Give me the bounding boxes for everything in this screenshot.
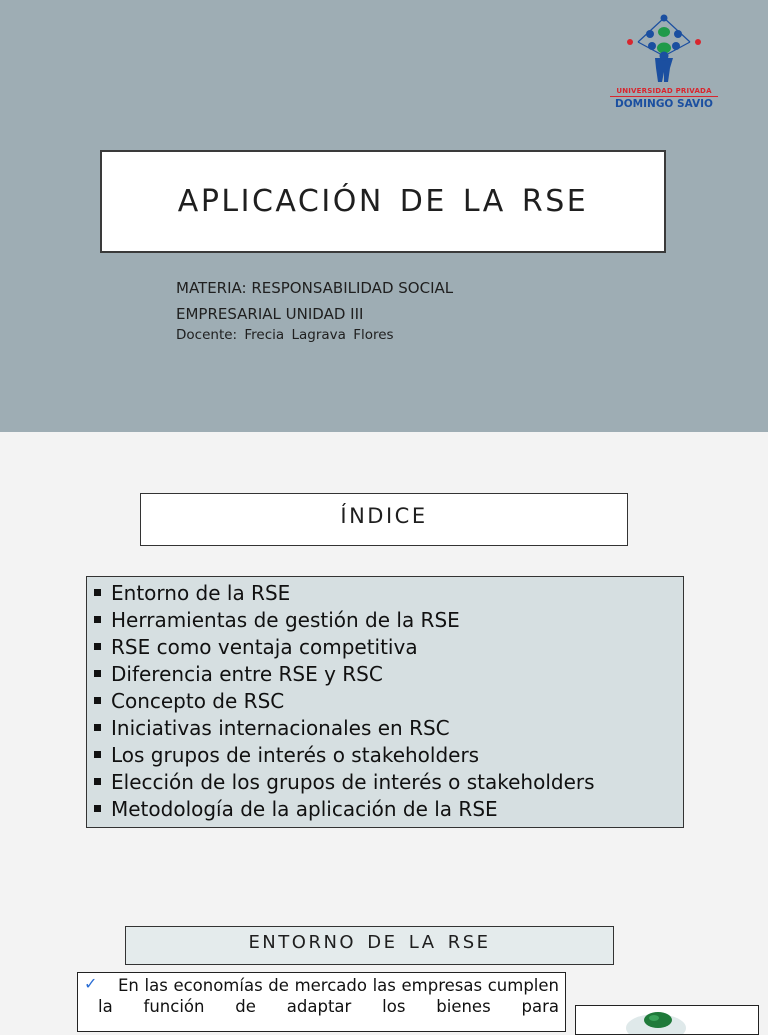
entorno-title: ENTORNO DE LA RSE bbox=[248, 932, 491, 953]
bullet-icon bbox=[94, 751, 101, 758]
index-slide bbox=[0, 432, 768, 866]
subtitle-line-1: MATERIA: RESPONSABILIDAD SOCIAL bbox=[176, 279, 454, 297]
bullet-icon bbox=[94, 805, 101, 812]
logo-divider bbox=[610, 96, 718, 97]
checkmark-icon: ✓ bbox=[84, 974, 98, 993]
list-item: Entorno de la RSE bbox=[93, 579, 683, 606]
title-box bbox=[100, 150, 666, 253]
list-item: Elección de los grupos de interés o stakeholders bbox=[93, 768, 683, 795]
index-title-box bbox=[140, 493, 628, 546]
image-box bbox=[575, 1005, 759, 1035]
bullet-icon bbox=[94, 724, 101, 731]
paragraph: ✓ En las economías de mercado las empresas cumplen la función de adaptar los bienes para bbox=[84, 974, 559, 1016]
entorno-slide bbox=[0, 866, 768, 1024]
university-molecule-icon bbox=[608, 10, 720, 86]
subtitle-line-2: EMPRESARIAL UNIDAD III bbox=[176, 305, 364, 323]
bullet-icon bbox=[94, 778, 101, 785]
list-item: Los grupos de interés o stakeholders bbox=[93, 741, 683, 768]
bullet-icon bbox=[94, 670, 101, 677]
university-logo bbox=[608, 10, 720, 110]
list-item: Metodología de la aplicación de la RSE bbox=[93, 795, 683, 822]
list-item: Herramientas de gestión de la RSE bbox=[93, 606, 683, 633]
bullet-icon bbox=[94, 643, 101, 650]
entorno-title-box bbox=[125, 926, 614, 965]
bullet-icon bbox=[94, 616, 101, 623]
index-title: ÍNDICE bbox=[340, 504, 428, 528]
logo-text-bottom: DOMINGO SAVIO bbox=[615, 98, 713, 110]
subtitle bbox=[176, 275, 453, 327]
logo-text-top: UNIVERSIDAD PRIVADA bbox=[616, 87, 712, 95]
list-item: Diferencia entre RSE y RSC bbox=[93, 660, 683, 687]
list-item: Concepto de RSC bbox=[93, 687, 683, 714]
bullet-icon bbox=[94, 589, 101, 596]
slide-title: APLICACIÓN DE LA RSE bbox=[177, 184, 589, 219]
teacher-name: Docente: Frecia Lagrava Flores bbox=[176, 327, 394, 343]
globe-image-icon bbox=[576, 1006, 759, 1035]
list-item: Iniciativas internacionales en RSC bbox=[93, 714, 683, 741]
bullet-icon bbox=[94, 697, 101, 704]
index-list bbox=[86, 576, 684, 828]
list-item: RSE como ventaja competitiva bbox=[93, 633, 683, 660]
title-slide bbox=[0, 0, 768, 432]
paragraph-box bbox=[77, 972, 566, 1032]
